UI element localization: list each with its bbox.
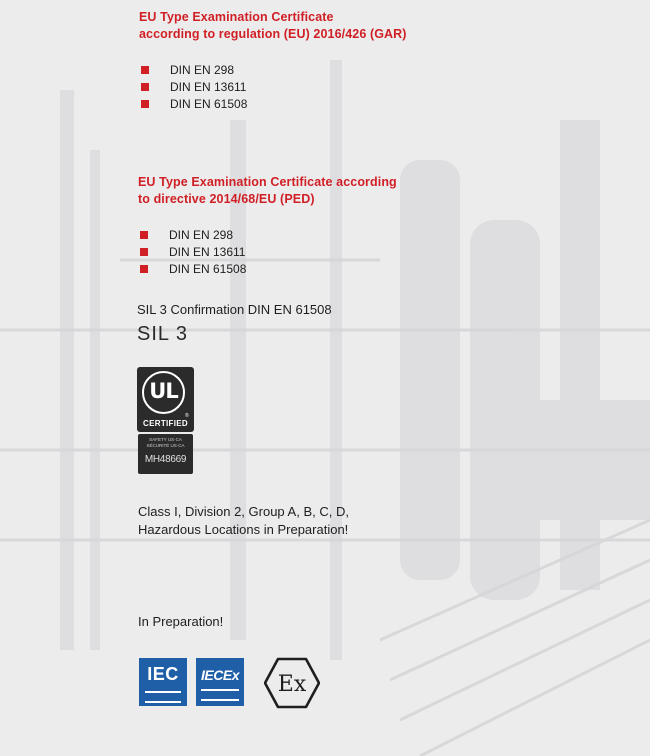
- gar-standards-list: [139, 62, 247, 113]
- ped-heading-line1: EU Type Examination Certificate according: [138, 175, 397, 189]
- iec-logo-lines: [145, 691, 181, 703]
- ul-hazardous-note: [138, 503, 349, 539]
- iec-logo: [139, 658, 187, 706]
- ul-securite-line: SÉCURITÉ US·CA: [146, 443, 185, 448]
- ul-letters: UL: [149, 379, 178, 403]
- ped-standards-list: [138, 227, 246, 278]
- square-bullet-icon: [141, 66, 149, 74]
- ul-logo-bottom: [138, 434, 193, 474]
- iec-preparation-note: In Preparation!: [138, 614, 224, 629]
- iecex-logo-label: IECEx: [201, 667, 239, 683]
- ped-heading-line2: to directive 2014/68/EU (PED): [138, 192, 315, 206]
- iecex-logo: [196, 658, 244, 706]
- list-item: DIN EN 13611: [138, 244, 246, 261]
- ul-certified-mark: [137, 367, 194, 475]
- registered-icon: ®: [185, 413, 189, 419]
- iecex-logo-lines: [201, 689, 239, 701]
- ul-note-line1: Class I, Division 2, Group A, B, C, D,: [138, 504, 349, 519]
- gar-heading-line1: EU Type Examination Certificate: [139, 10, 334, 24]
- iec-logo-label: IEC: [147, 664, 179, 684]
- square-bullet-icon: [140, 248, 148, 256]
- square-bullet-icon: [141, 83, 149, 91]
- ul-note-line2: Hazardous Locations in Preparation!: [138, 522, 349, 537]
- ul-logo-top: [137, 367, 194, 432]
- list-item: DIN EN 61508: [138, 261, 246, 278]
- list-item: DIN EN 13611: [139, 79, 247, 96]
- square-bullet-icon: [141, 100, 149, 108]
- sil-level: SIL 3: [137, 323, 188, 345]
- gar-certificate-heading: [139, 9, 407, 43]
- ped-certificate-heading: [138, 174, 397, 208]
- ul-safety-line: SAFETY US·CA: [149, 437, 182, 442]
- square-bullet-icon: [140, 265, 148, 273]
- list-item: DIN EN 61508: [139, 96, 247, 113]
- ul-file-number: MH48669: [144, 454, 187, 465]
- atex-ex-hexagon-icon: [264, 657, 320, 709]
- square-bullet-icon: [140, 231, 148, 239]
- ul-certified-label: CERTIFIED: [143, 419, 188, 428]
- list-item: DIN EN 298: [139, 62, 247, 79]
- gar-heading-line2: according to regulation (EU) 2016/426 (GAR): [139, 27, 407, 41]
- sil-confirmation-text: SIL 3 Confirmation DIN EN 61508: [137, 302, 332, 317]
- ex-logo-label: Ex: [277, 672, 307, 697]
- list-item: DIN EN 298: [138, 227, 246, 244]
